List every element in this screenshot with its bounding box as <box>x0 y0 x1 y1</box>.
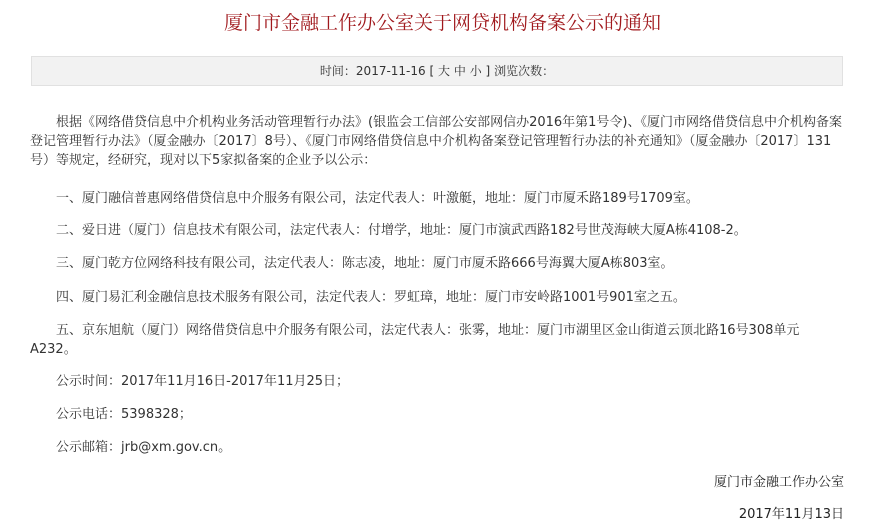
publish-time-value: 2017-11-16 <box>355 64 426 78</box>
view-count-label: 浏览次数： <box>494 64 555 78</box>
intro-paragraph: 根据《网络借贷信息中介机构业务活动管理暂行办法》(银监会工信部公安部网信办2016年第1号令)、《厦门市网络借贷信息中介机构备案登记管理暂行办法》（厦金融办〔2017〕8号）、《厦门市网络借贷信息中介机构备案登记管理暂行办法的补充通知》（厦金融办〔2017〕131号）等规定，经研究，现对以下5家拟备案的企业予以公示： <box>30 115 842 168</box>
article-meta-bar <box>31 56 843 86</box>
company-item-2: 二、爱日进（厦门）信息技术有限公司，法定代表人：付增学，地址：厦门市演武西路182号世茂海峡大厦A栋4108-2。 <box>56 223 747 238</box>
font-size-large-link[interactable]: 大 <box>438 64 451 78</box>
notice-period: 公示时间：2017年11月16日-2017年11月25日； <box>56 374 350 389</box>
font-size-bracket-close: ] <box>485 64 491 78</box>
company-item-4: 四、厦门易汇利金融信息技术服务有限公司，法定代表人：罗虹璋，地址：厦门市安岭路1001号901室之五。 <box>56 290 686 305</box>
notice-phone: 公示电话：5398328； <box>56 407 192 422</box>
signature-date: 2017年11月13日 <box>738 507 844 522</box>
font-size-medium-link[interactable]: 中 <box>453 64 466 78</box>
publish-time-label: 时间： <box>319 64 356 78</box>
article-body <box>30 113 845 455</box>
page-title: 厦门市金融工作办公室关于网贷机构备案公示的通知 <box>223 12 661 34</box>
signature-org: 厦门市金融工作办公室 <box>713 475 844 490</box>
company-item-1: 一、厦门融信普惠网络借贷信息中介服务有限公司，法定代表人：叶激艇，地址：厦门市厦禾路189号1709室。 <box>56 191 699 206</box>
font-size-small-link[interactable]: 小 <box>469 64 482 78</box>
font-size-bracket-open: [ <box>429 64 435 78</box>
notice-email: 公示邮箱：jrb@xm.gov.cn。 <box>56 440 232 455</box>
company-item-3: 三、厦门乾方位网络科技有限公司，法定代表人：陈志凌，地址：厦门市厦禾路666号海翼大厦A栋803室。 <box>56 256 674 271</box>
company-item-5: 五、京东旭航（厦门）网络借贷信息中介服务有限公司，法定代表人：张雾，地址：厦门市湖里区金山街道云顶北路16号308单元A232。 <box>30 323 800 357</box>
